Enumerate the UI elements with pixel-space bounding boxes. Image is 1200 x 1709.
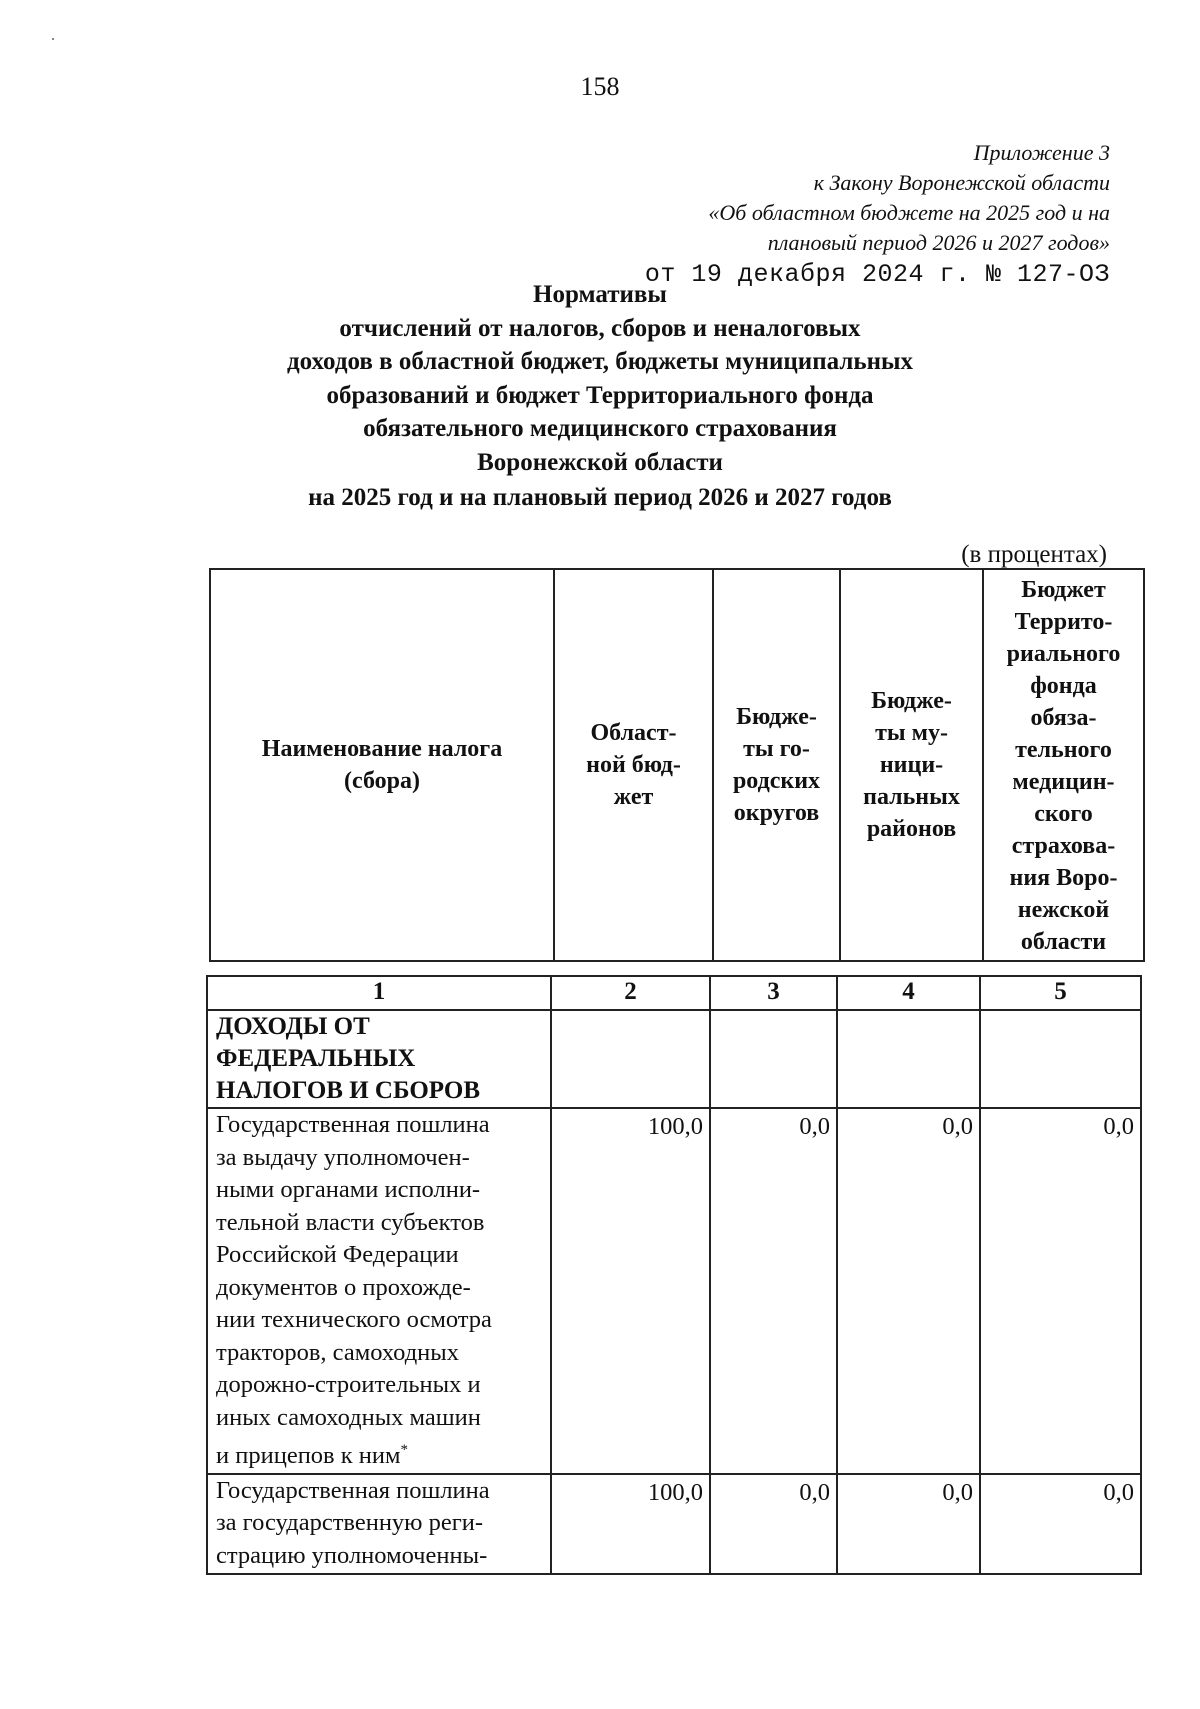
header-text: Бюдже- — [871, 688, 952, 714]
tax-name-line: документов о прохожде- — [216, 1273, 471, 1301]
document-title — [0, 278, 1200, 515]
title-line: Нормативы — [533, 281, 667, 308]
title-line: отчислений от налогов, сборов и неналоговых — [339, 314, 861, 342]
title-line: Воронежской области — [477, 448, 723, 476]
tax-name-line: Государственная пошлина — [216, 1476, 490, 1504]
value-city: 0,0 — [710, 1108, 837, 1474]
header-text: Бюджет — [1021, 577, 1106, 603]
tax-name-line — [216, 1434, 546, 1473]
empty-cell — [980, 1010, 1141, 1108]
value-fund: 0,0 — [980, 1474, 1141, 1574]
column-number: 3 — [710, 976, 837, 1010]
header-text: области — [1020, 929, 1107, 955]
tax-name-text: и прицепов к ним — [216, 1442, 401, 1470]
header-name — [210, 569, 554, 961]
header-text: нежской — [1017, 897, 1110, 923]
header-text: округов — [733, 800, 820, 826]
title-line: образований и бюджет Территориального фонда — [326, 381, 874, 409]
header-text: риального — [1006, 641, 1121, 667]
column-number: 1 — [207, 976, 551, 1010]
table-body — [206, 975, 1142, 1575]
tax-name-line: за выдачу уполномочен- — [216, 1143, 470, 1171]
column-number: 4 — [837, 976, 980, 1010]
tax-name-line: иных самоходных машин — [216, 1403, 481, 1431]
column-number: 5 — [980, 976, 1141, 1010]
header-text: медицин- — [1012, 769, 1115, 795]
scan-speck — [52, 38, 54, 40]
table-header — [209, 568, 1145, 962]
page-number: 158 — [580, 72, 620, 101]
appendix-line: к Закону Воронежской области — [813, 170, 1110, 195]
header-municipal-districts — [840, 569, 983, 961]
tax-name-line: нии технического осмотра — [216, 1306, 492, 1333]
empty-cell — [837, 1010, 980, 1108]
header-text: фонда — [1030, 673, 1097, 699]
header-text: ты му- — [875, 720, 948, 746]
tax-name-line: дорожно-строительных и — [216, 1371, 481, 1398]
section-text: ДОХОДЫ ОТ — [216, 1013, 370, 1040]
value-regional: 100,0 — [551, 1474, 710, 1574]
table-row — [207, 1474, 1141, 1574]
appendix-line: плановый период 2026 и 2027 годов» — [767, 230, 1110, 255]
header-text: ского — [1034, 801, 1093, 827]
header-text: Наименование налога — [261, 736, 503, 762]
value-municipal: 0,0 — [837, 1108, 980, 1474]
tax-name-line: тельной власти субъектов — [216, 1208, 485, 1236]
section-text: ФЕДЕРАЛЬНЫХ — [216, 1045, 416, 1072]
appendix-line: «Об областном бюджете на 2025 год и на — [708, 200, 1110, 225]
tax-name-line: Российской Федерации — [216, 1241, 459, 1268]
header-text: ной бюд- — [586, 752, 681, 778]
header-text: страхова- — [1011, 833, 1116, 859]
header-text: (сбора) — [344, 768, 420, 794]
value-regional: 100,0 — [551, 1108, 710, 1474]
header-text: ници- — [879, 752, 944, 778]
tax-name-line: тракторов, самоходных — [216, 1338, 460, 1366]
appendix-block — [550, 138, 1110, 290]
header-text: обяза- — [1030, 705, 1097, 731]
tax-name-line: страцию уполномоченны- — [216, 1541, 488, 1569]
empty-cell — [551, 1010, 710, 1108]
tax-name-line: за государственную реги- — [216, 1509, 484, 1537]
units-label: (в процентах) — [961, 541, 1107, 568]
header-insurance-fund — [983, 569, 1144, 961]
title-line: доходов в областной бюджет, бюджеты муниципальных — [286, 348, 914, 375]
section-row — [207, 1010, 1141, 1108]
header-text: жет — [613, 784, 654, 810]
header-regional-budget — [554, 569, 713, 961]
header-text: ния Воро- — [1009, 865, 1118, 891]
title-line: обязательного медицинского страхования — [363, 415, 837, 442]
title-line: на 2025 год и на плановый период 2026 и 2027 годов — [308, 484, 892, 511]
header-text: ты го- — [743, 736, 810, 762]
column-number: 2 — [551, 976, 710, 1010]
header-text: родских — [732, 768, 821, 794]
empty-cell — [710, 1010, 837, 1108]
tax-name — [207, 1474, 551, 1574]
tax-name-line: ными органами исполни- — [216, 1176, 481, 1203]
header-city-districts — [713, 569, 840, 961]
tax-name-line: Государственная пошлина — [216, 1111, 490, 1138]
header-text: районов — [866, 816, 957, 842]
value-fund: 0,0 — [980, 1108, 1141, 1474]
section-heading — [207, 1010, 551, 1108]
header-text: пальных — [863, 784, 960, 810]
header-text: Бюдже- — [736, 704, 817, 730]
section-text: НАЛОГОВ И СБОРОВ — [216, 1077, 481, 1104]
law-date-stamp: от 19 декабря 2024 г. № 127-ОЗ — [644, 260, 1110, 289]
header-text: Террито- — [1014, 609, 1113, 635]
header-row — [210, 569, 1144, 961]
appendix-line: Приложение 3 — [973, 140, 1110, 165]
value-city: 0,0 — [710, 1474, 837, 1574]
table-row — [207, 1108, 1141, 1474]
value-municipal: 0,0 — [837, 1474, 980, 1574]
tax-name — [207, 1108, 551, 1474]
footnote-mark: * — [400, 1442, 409, 1458]
header-text: тельного — [1015, 737, 1112, 763]
column-number-row — [207, 976, 1141, 1010]
header-text: Област- — [590, 720, 677, 746]
